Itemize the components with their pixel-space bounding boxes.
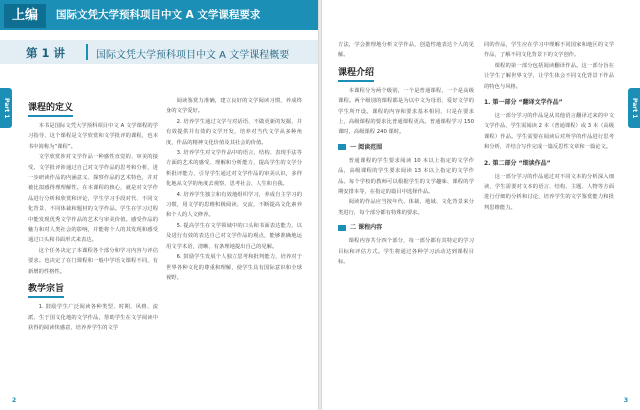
paragraph: 这一部分学习的作品是从其他语言翻译过来的中文文学作品，学生需阅读 2 本（普通课程）或 3 本（高级课程）作品。学生需要在阅读后对所学的作品进行思考和分析，并结合写作完成一篇反思性文章和一篇论文。	[484, 113, 615, 151]
part-tag: 上编	[4, 4, 46, 28]
header-band	[0, 0, 318, 30]
paragraph: 这个任务决定了本课程各个部分和学习内容与评估要求。也决定了在门课程和一般中学语文课程不同，有新增的性格性。	[28, 247, 158, 275]
part-side-tab: Part 1	[628, 88, 640, 128]
paragraph: 阅读鉴赏力准确，建立良好的文学阅读习惯，养成终身的文学爱好。	[166, 98, 302, 115]
paragraph: 本书是国际文凭大学预科项目中文 A 文学课程的学习指导，这个课程是文学欣赏和文学批评的课程，也本书中简称为“课程”。	[28, 123, 158, 150]
paragraph: 文学欣赏涉对文学作品一种感性直觉的、审美的接受。文学批评涉通过自己对文学作品的思考和分析，进一步研读作品的内涵意义、探察作品的艺术特色，并对被比拟感得理理解性。在本课程的核心，就是对文学作品进行分析和欣赏和评论，学生学习手段对代、不同文化背景、不同体裁和题材的文学作品。学生在学习过程中能发现优秀文学作品的艺术与审美价值。感受作品的魅力和对人类社会的影响，并能将个人的其发现和感受通过口头和书面形式来表达。	[28, 154, 158, 244]
part-side-tab: Part 1	[0, 88, 12, 128]
paragraph: 6. 鼓励学生发展个人独立思考和批判能力，培养对于世界各种文化的尊重和理解，使学生具有国际意识和全球视野。	[166, 254, 302, 281]
paragraph: 普通课程的学生要求阅读 10 本以上指定的文学作品，高级课程的学生要求阅读 13 本以上指定的文学作品。每个学校的教师可以根据学生的文学趣味、课程的学期安排本等，在指定的篇目中选择作品。	[338, 157, 474, 196]
paragraph: 1. 鼓励学生广泛阅读各种类型、时期、风格、流派、生于国文化地的文学作品，帮助学生在文学阅读中获得的阅读快感意，培养养学生的文学	[28, 304, 158, 331]
right-column-2	[484, 40, 614, 213]
section-heading-definition: 课程的定义	[28, 102, 158, 117]
right-column-1	[338, 40, 474, 268]
page-number-left: 2	[12, 397, 17, 404]
part-two-heading: 2. 第二部分 “细读作品”	[484, 159, 551, 167]
lecture-separator	[86, 44, 88, 60]
bullet-icon	[338, 144, 346, 150]
paragraph: 这一部分学习的作品通过对不同文本的分析深入细读，学生需要对文本的语言、结构、主题、人物等方面进行仔细的分析和讨论，培养学生的文学鉴赏能力和批判思维能力。	[484, 173, 614, 211]
paragraph: 5. 提高学生在文学领域中的口头和书面表达能力，以及进行有效的表达自己对文学作品的观点，能够准确地运用文学术语，清晰、有条理地提出自己的见解。	[166, 222, 302, 250]
paragraph: 方法，学会推理地分析文学作品，创造性地表达个人的见解。	[338, 42, 474, 59]
paragraph: 4. 培养学生独立和有效地组织学习，养成自主学习的习惯，用文学的思维积极阅读、交流，不断提高文化素养和个人的人文修养。	[166, 191, 302, 219]
right-page	[322, 0, 640, 410]
lecture-title: 国际文凭大学预科项目中文 A 文学课程概要	[96, 50, 290, 61]
part-one-heading: 1. 第一部分 “翻译文学作品”	[484, 99, 563, 107]
paragraph: 阅读的作品应当按年代、体裁、地域、文化背景来分类进行，每个部分都有特殊的要求。	[338, 199, 474, 216]
section-heading-intro: 课程介绍	[338, 67, 474, 82]
lecture-heading	[0, 40, 318, 64]
lecture-number: 第 1 讲	[26, 46, 66, 60]
section-heading-aims: 教学宗旨	[28, 283, 158, 298]
left-column-2	[166, 96, 302, 283]
bullet-icon	[338, 225, 346, 231]
paragraph: 课程的第一部分包括阅读翻译作品。这一部分旨在让学生了解世界文学，让学生体会不同文化背景下作品的特色与风格。	[484, 62, 614, 90]
subheading-reading-scope: 一 阅读范围	[338, 143, 474, 153]
paragraph: 本课程分为两个级别，一个是普通课程，一个是高级课程。两个级别的课程都是为以中文为母语、爱好文学的学生所开设。课程的内容和要求基本相同，只是在要求上，高级课程的要求比普通课程更高。普通课程学习 150 课时，高级课程 240 课时。	[338, 87, 474, 136]
subheading-course-content: 二 课程内容	[338, 223, 474, 233]
header-title: 国际文凭大学预科项目中文 A 文学课程要求	[56, 9, 261, 21]
paragraph: 同的作品，学生应在学习中理解不同国家和地区的文学作品，了解不同文化背景下的文学创作。	[484, 42, 614, 59]
paragraph: 3. 培养学生对文学作品中的语言、结构、表现手法等方面的艺术的感受、理解和分析能力，提高学生的文学分析批评能力，引导学生通过对文学作品的审美认识，多样化地从文学的角度去观察、思考社会、人生和自我。	[166, 150, 302, 188]
page-number-right: 3	[623, 397, 628, 404]
paragraph: 课程内容共分四个部分，每一部分都有其特定的学习目标和评估方式。学生将通过各种学习活动达到课程目标。	[338, 238, 474, 266]
paragraph: 2. 培养学生通过文学与对话语、不做更新的发掘，并有效提供并有效的文学开发，培养对当代文学从多种角度，作品的精神文化价值及其社会的价值。	[166, 118, 302, 146]
left-column-1	[28, 96, 158, 333]
left-page	[0, 0, 318, 410]
